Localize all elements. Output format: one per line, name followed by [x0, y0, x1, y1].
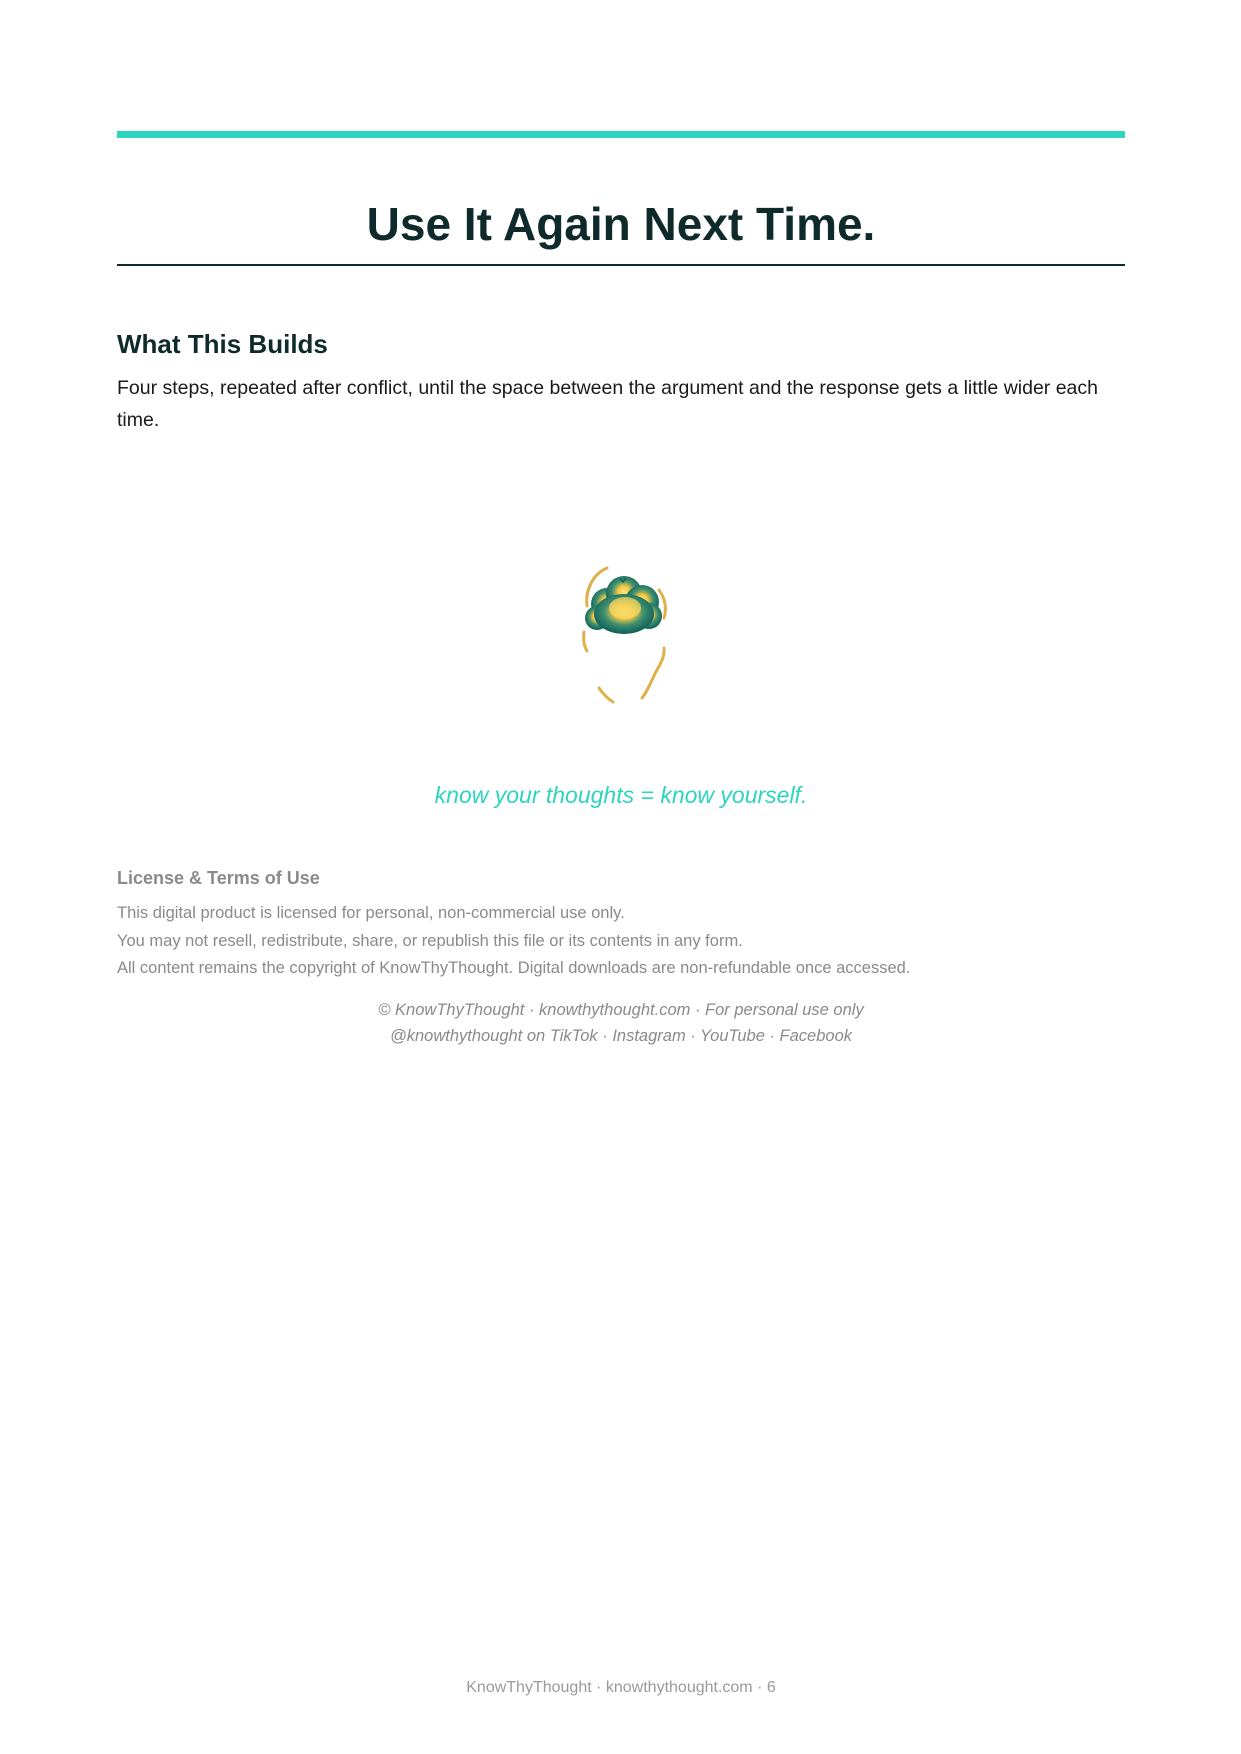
- copyright-line: © KnowThyThought · knowthythought.com · For personal use only: [378, 1001, 864, 1019]
- license-line: You may not resell, redistribute, share, or republish this file or its contents in any form.: [117, 931, 743, 950]
- license-text: [117, 900, 1125, 983]
- copyright-footer: [117, 998, 1125, 1049]
- section-body: Four steps, repeated after conflict, until the space between the argument and the response gets a little wider each time.: [117, 377, 1098, 431]
- document-page: [117, 0, 1125, 1754]
- page-title: Use It Again Next Time.: [366, 198, 876, 250]
- top-accent-rule: [117, 131, 1125, 138]
- brain-head-logo-icon: [569, 556, 679, 716]
- section-heading: What This Builds: [117, 329, 328, 359]
- license-heading: License & Terms of Use: [117, 868, 320, 888]
- brand-tagline: know your thoughts = know yourself.: [434, 782, 808, 808]
- title-divider: [117, 264, 1125, 266]
- page-footer: KnowThyThought · knowthythought.com · 6: [466, 1679, 776, 1696]
- social-line: @knowthythought on TikTok · Instagram · YouTube · Facebook: [389, 1026, 853, 1045]
- license-line: All content remains the copyright of KnowThyThought. Digital downloads are non-refundable once accessed.: [117, 959, 911, 977]
- license-line: This digital product is licensed for personal, non-commercial use only.: [117, 904, 625, 922]
